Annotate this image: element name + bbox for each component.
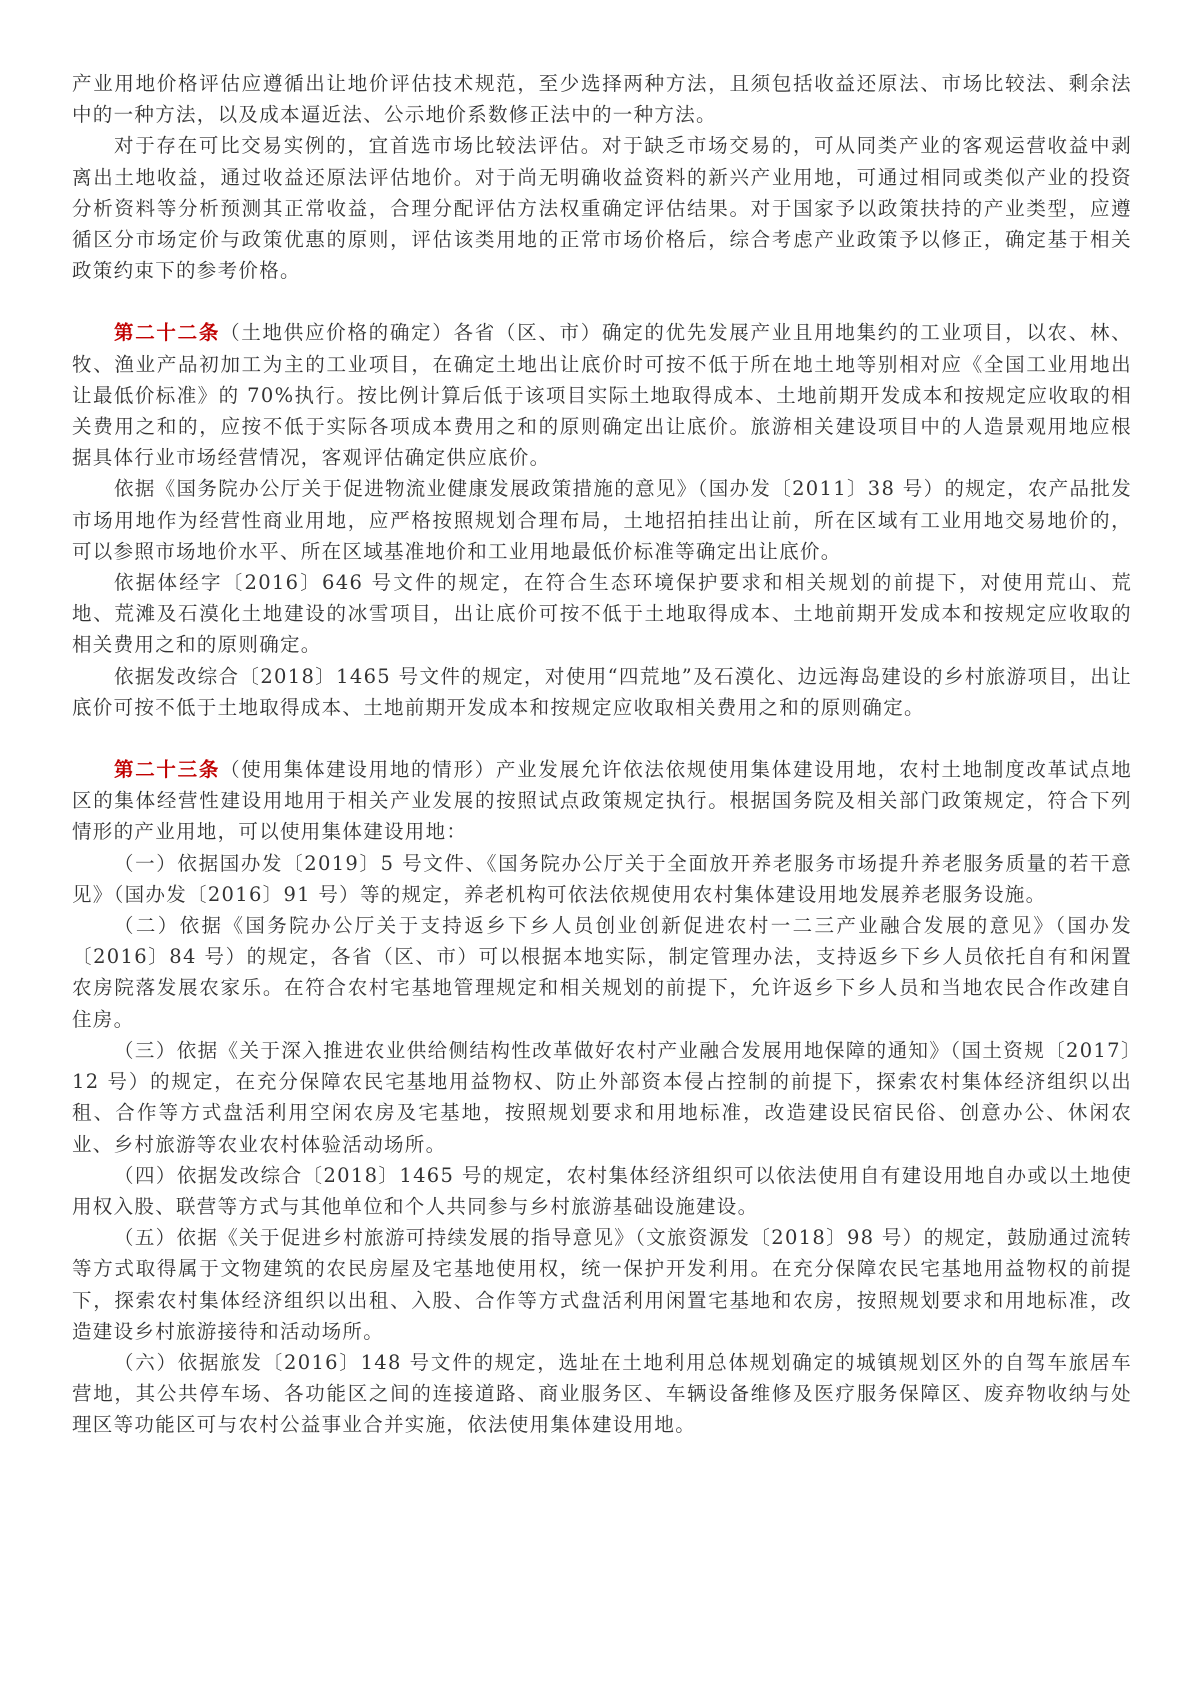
list-item: （三）依据《关于深入推进农业供给侧结构性改革做好农村产业融合发展用地保障的通知》（国土资规〔2017〕12 号）的规定，在充分保障农民宅基地用益物权、防止外部资本侵占控制的前提下，探索农村集体经济组织以出租、合作等方式盘活利用空闲农房及宅基地，按照规划要求和用地标准，改造建设民宿民俗、创意办公、休闲农业、乡村旅游等农业农村体验活动场所。 <box>72 1038 1132 1156</box>
list-item: （四）依据发改综合〔2018〕1465 号的规定，农村集体经济组织可以依法使用自有建设用地自办或以土地使用权入股、联营等方式与其他单位和个人共同参与乡村旅游基础设施建设。 <box>72 1163 1132 1218</box>
article-22-paragraph <box>72 317 1132 473</box>
article-22-text: （土地供应价格的确定）各省（区、市）确定的优先发展产业且用地集约的工业项目，以农、林、牧、渔业产品初加工为主的工业项目，在确定土地出让底价时可按不低于所在地土地等别相对应《全国工业用地出让最低价标准》的 70%执行。按比例计算后低于该项目实际土地取得成本、土地前期开发成本和按规定应收取的相关费用之和的，应按不低于实际各项成本费用之和的原则确定出让底价。旅游相关建设项目中的人造景观用地应根据具体行业市场经营情况，客观评估确定供应底价。 <box>72 321 1132 470</box>
paragraph: 依据发改综合〔2018〕1465 号文件的规定，对使用“四荒地”及石漠化、边远海岛建设的乡村旅游项目，出让底价可按不低于土地取得成本、土地前期开发成本和按规定应收取相关费用之和的原则确定。 <box>72 664 1132 719</box>
paragraph-gap <box>72 286 1132 317</box>
paragraph: 依据《国务院办公厅关于促进物流业健康发展政策措施的意见》（国办发〔2011〕38 号）的规定，农产品批发市场用地作为经营性商业用地，应严格按照规划合理布局，土地招拍挂出让前，所在区域有工业用地交易地价的，可以参照市场地价水平、所在区域基准地价和工业用地最低价标准等确定出让底价。 <box>72 477 1132 563</box>
paragraph: 依据体经字〔2016〕646 号文件的规定，在符合生态环境保护要求和相关规划的前提下，对使用荒山、荒地、荒滩及石漠化土地建设的冰雪项目，出让底价可按不低于土地取得成本、土地前期开发成本和按规定应收取的相关费用之和的原则确定。 <box>72 571 1132 657</box>
list-item: （五）依据《关于促进乡村旅游可持续发展的指导意见》（文旅资源发〔2018〕98 号）的规定，鼓励通过流转等方式取得属于文物建筑的农民房屋及宅基地使用权，统一保护开发利用。在充分保障农民宅基地用益物权的前提下，探索农村集体经济组织以出租、入股、合作等方式盘活利用闲置宅基地和农房，按照规划要求和用地标准，改造建设乡村旅游接待和活动场所。 <box>72 1226 1132 1343</box>
paragraph: 产业用地价格评估应遵循出让地价评估技术规范，至少选择两种方法，且须包括收益还原法、市场比较法、剩余法中的一种方法，以及成本逼近法、公示地价系数修正法中的一种方法。 <box>72 72 1132 127</box>
article-23-heading: 第二十三条 <box>114 758 221 782</box>
paragraph: 对于存在可比交易实例的，宜首选市场比较法评估。对于缺乏市场交易的，可从同类产业的客观运营收益中剥离出土地收益，通过收益还原法评估地价。对于尚无明确收益资料的新兴产业用地，可通过相同或类似产业的投资分析资料等分析预测其正常收益，合理分配评估方法权重确定评估结果。对于国家予以政策扶持的产业类型，应遵循区分市场定价与政策优惠的原则，评估该类用地的正常市场价格后，综合考虑产业政策予以修正，确定基于相关政策约束下的参考价格。 <box>72 134 1132 283</box>
list-item: （六）依据旅发〔2016〕148 号文件的规定，选址在土地利用总体规划确定的城镇规划区外的自驾车旅居车营地，其公共停车场、各功能区之间的连接道路、商业服务区、车辆设备维修及医疗服务保障区、废弃物收纳与处理区等功能区可与农村公益事业合并实施，依法使用集体建设用地。 <box>72 1350 1132 1437</box>
paragraph-gap <box>72 723 1132 754</box>
document-page <box>72 68 1132 1441</box>
article-23-paragraph <box>72 754 1132 848</box>
list-item: （二）依据《国务院办公厅关于支持返乡下乡人员创业创新促进农村一二三产业融合发展的意见》（国办发〔2016〕84 号）的规定，各省（区、市）可以根据本地实际，制定管理办法，支持返乡下乡人员依托自有和闲置农房院落发展农家乐。在符合农村宅基地管理规定和相关规划的前提下，允许返乡下乡人员和当地农民合作改建自住房。 <box>72 914 1132 1031</box>
list-item: （一）依据国办发〔2019〕5 号文件、《国务院办公厅关于全面放开养老服务市场提升养老服务质量的若干意见》（国办发〔2016〕91 号）等的规定，养老机构可依法依规使用农村集体建设用地发展养老服务设施。 <box>72 851 1132 906</box>
article-22-heading: 第二十二条 <box>114 321 221 345</box>
article-23-text: （使用集体建设用地的情形）产业发展允许依法依规使用集体建设用地，农村土地制度改革试点地区的集体经营性建设用地用于相关产业发展的按照试点政策规定执行。根据国务院及相关部门政策规定，符合下列情形的产业用地，可以使用集体建设用地： <box>72 758 1132 844</box>
